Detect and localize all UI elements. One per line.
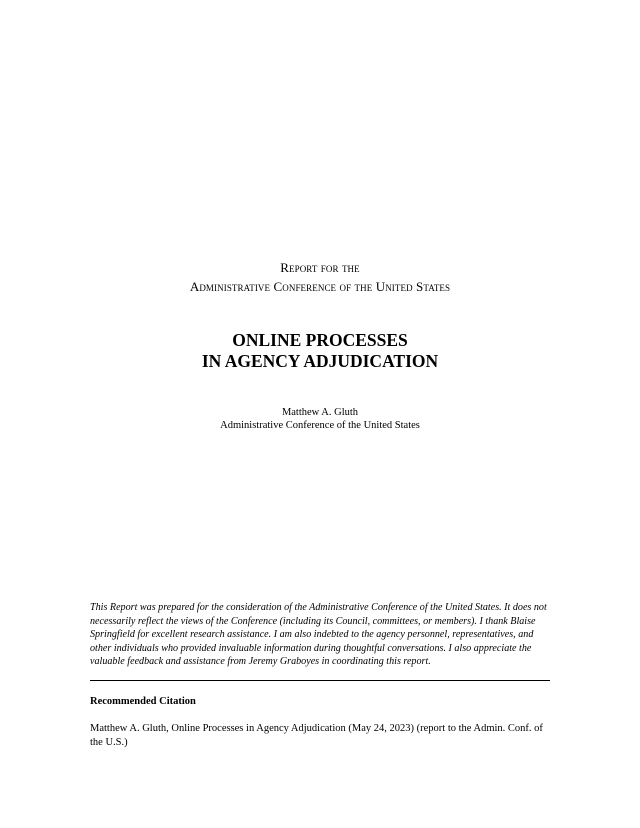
author-name: Matthew A. Gluth (281, 407, 359, 418)
report-header (0, 258, 640, 296)
author-block (0, 406, 640, 432)
citation-text: Matthew A. Gluth, Online Processes in Agency Adjudication (May 24, 2023) (report to the Admin. Conf. of the U.S.) (90, 723, 543, 748)
conference-name-line: Administrative Conference of the United States (189, 279, 451, 294)
report-title (0, 330, 640, 372)
title-line-2: IN AGENCY ADJUDICATION (201, 351, 439, 371)
acknowledgement-paragraph: This Report was prepared for the consideration of the Administrative Conference of the United States. It does not necessarily reflect the views of the Conference (including its Council, committees, or members). I thank Blaise Springfield for excellent research assistance. I am also indebted to the agency personnel, representatives, and other individuals who provided invaluable information during thoughtful conversations. I also appreciate the valuable feedback and assistance from Jeremy Graboyes in coordinating this report. (90, 602, 547, 667)
citation-heading: Recommended Citation (90, 696, 196, 707)
title-line-1: ONLINE PROCESSES (232, 330, 408, 350)
horizontal-divider (90, 680, 550, 681)
author-affiliation: Administrative Conference of the United States (220, 420, 420, 431)
report-for-line: Report for the (280, 260, 360, 275)
